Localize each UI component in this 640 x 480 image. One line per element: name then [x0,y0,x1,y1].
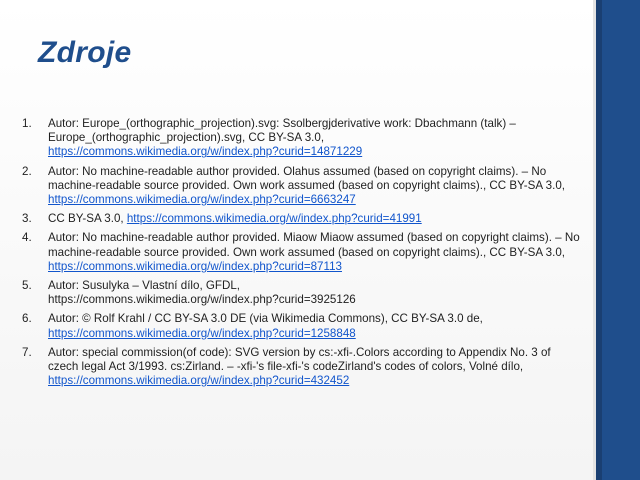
reference-text: Autor: © Rolf Krahl / CC BY-SA 3.0 DE (via Wikimedia Commons), CC BY-SA 3.0 de, [48,312,483,326]
reference-link[interactable]: https://commons.wikimedia.org/w/index.php?curid=41991 [126,212,422,226]
reference-link[interactable]: https://commons.wikimedia.org/w/index.php?curid=1258848 [48,326,356,340]
reference-text: CC BY-SA 3.0, [48,212,124,226]
reference-text: Autor: special commission(of code): SVG version by cs:-xfi-.Colors according to Appendix No. 3 of czech legal Act 3/1993. cs:Zirland. – -xfi-'s file-xfi-'s codeZirland's codes of colors, Volné dílo, [48,345,551,374]
reference-item-2 [22,165,582,208]
reference-number: 5. [22,279,32,293]
reference-link[interactable]: https://commons.wikimedia.org/w/index.php?curid=432452 [48,374,350,388]
reference-text: Autor: No machine-readable author provided. Miaow Miaow assumed (based on copyright claims). – No machine-readable source provided. Own work assumed (based on copyright claims)., CC BY-SA 3.0, [48,231,580,259]
reference-item-6 [22,312,582,340]
sidebar-stripe [596,0,602,480]
slide-title: Zdroje [38,36,132,69]
reference-number: 1. [22,117,32,130]
reference-url-text: https://commons.wikimedia.org/w/index.php?curid=3925126 [48,293,356,307]
reference-item-5 [22,279,582,307]
reference-item-7 [22,346,582,389]
reference-number: 4. [22,231,32,245]
reference-item-1 [22,117,582,160]
reference-text: Autor: No machine-readable author provided. Olahus assumed (based on copyright claims). – No machine-readable source provided. Own work assumed (based on copyright claims)., CC BY-SA 3.0, [48,164,566,192]
reference-number: 7. [22,345,32,359]
reference-link[interactable]: https://commons.wikimedia.org/w/index.php?curid=14871229 [48,145,363,159]
reference-number: 2. [22,164,32,178]
reference-item-3 [22,212,582,226]
sidebar-accent-bar [593,0,640,480]
reference-text: Autor: Susulyka – Vlastní dílo, GFDL, [48,279,241,293]
reference-number: 6. [22,312,32,326]
reference-text: Autor: Europe_(orthographic_projection).svg: Ssolbergjderivative work: Dbachmann (talk) – Europe_(orthographic_projection).svg, CC BY-SA 3.0, [48,117,516,145]
reference-number: 3. [22,212,32,226]
reference-item-4 [22,231,582,274]
reference-link[interactable]: https://commons.wikimedia.org/w/index.php?curid=87113 [48,259,342,273]
reference-link[interactable]: https://commons.wikimedia.org/w/index.php?curid=6663247 [48,193,356,207]
reference-list [22,117,582,393]
